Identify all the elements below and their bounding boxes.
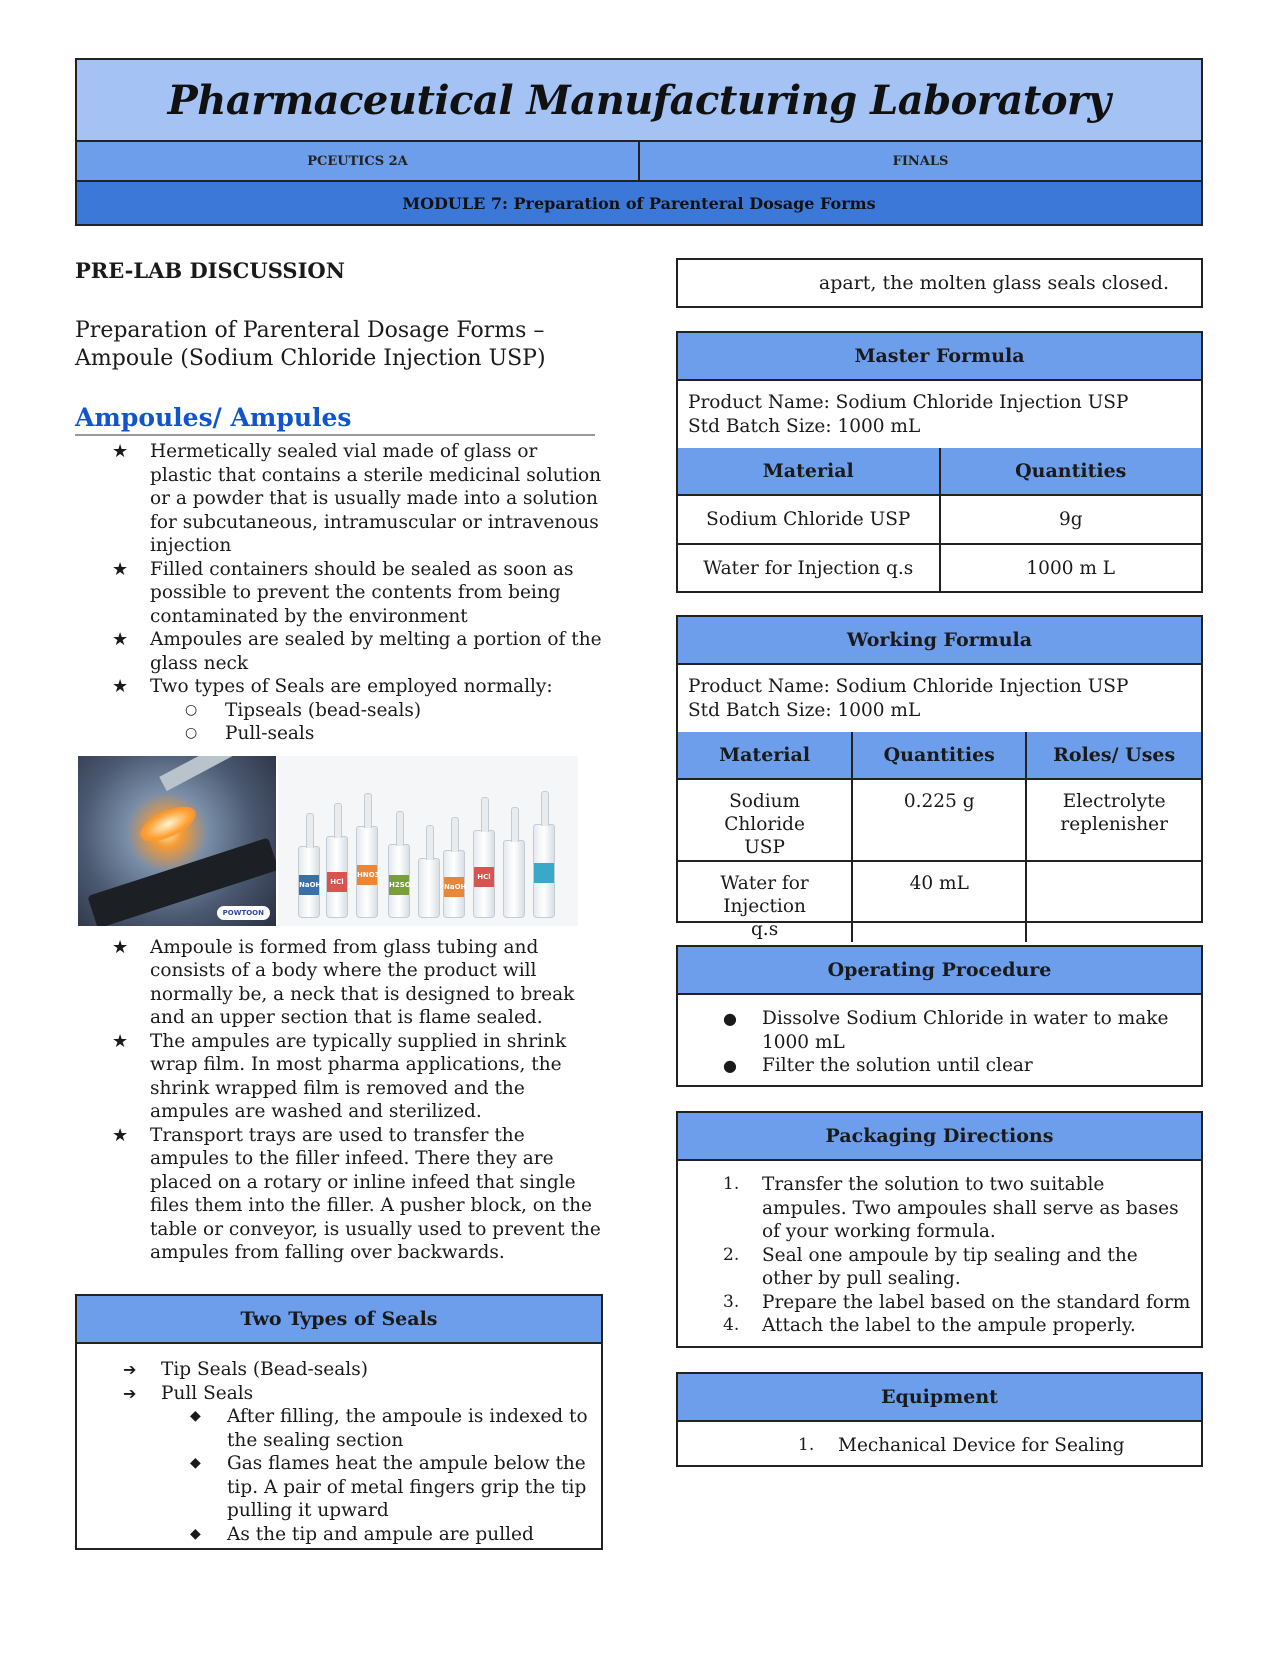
seals-box (75, 1294, 603, 1550)
ampule-label: HCl (327, 872, 347, 892)
circle-bullet-icon: ○ (185, 725, 198, 741)
list-item: ○ Pull-seals (185, 723, 315, 744)
ampule-label: NaOH (444, 877, 464, 897)
diamond-bullet-icon: ◆ (190, 1408, 201, 1424)
list-item: ★ Filled containers should be sealed as soon as possible to prevent the contents from being contaminated by the environment (112, 558, 574, 627)
ampules-photo (278, 756, 578, 926)
arrow-bullet-icon: ➔ (123, 1383, 137, 1403)
course-row (77, 142, 1201, 182)
flame-sealing-photo (78, 756, 276, 926)
ampoule-facts-list (75, 440, 605, 746)
list-item: 3. Prepare the label based on the standard form (723, 1291, 1191, 1313)
seal-types-sublist (75, 699, 605, 746)
list-item: ★ The ampules are typically supplied in shrink wrap film. In most pharma applications, the shrink wrapped film is removed and the ampules are washed and sterilized. (112, 1030, 567, 1122)
module-title: MODULE 7: Preparation of Parenteral Dosage Forms (77, 182, 1201, 224)
column-header: Material (678, 732, 852, 779)
list-item: ➔ Tip Seals (Bead-seals) (123, 1359, 368, 1380)
product-name: Product Name: Sodium Chloride Injection USP (688, 676, 1129, 697)
operating-steps (678, 1007, 1201, 1078)
equipment-list (678, 1434, 1201, 1458)
list-item: ★ Ampoules are sealed by melting a portion of the glass neck (112, 629, 602, 674)
diamond-bullet-icon: ◆ (190, 1455, 201, 1471)
list-item: ★ Transport trays are used to transfer the ampules to the filler infeed. There they are placed on a rotary or inline infeed that single files them into the filler. A pusher block, on the table or conveyor, is usually used to prevent the ampules from falling over backwards. (112, 1124, 601, 1263)
packaging-directions-title: Packaging Directions (678, 1113, 1201, 1161)
prelab-heading: PRE-LAB DISCUSSION (75, 258, 345, 283)
batch-size: Std Batch Size: 1000 mL (688, 699, 921, 721)
list-item: ◆ Gas flames heat the ampule below the tip. A pair of metal fingers grip the tip pulling it upward (190, 1453, 587, 1521)
working-formula-title: Working Formula (678, 617, 1201, 665)
title-row (77, 60, 1201, 142)
document-title: Pharmaceutical Manufacturing Laboratory (167, 76, 1111, 124)
column-header: Material (678, 448, 940, 495)
continuation-text: apart, the molten glass seals closed. (818, 272, 1169, 294)
circle-bullet-icon: ○ (185, 701, 198, 718)
packaging-steps (678, 1173, 1201, 1338)
continuation-box (676, 258, 1203, 308)
list-item: ★ Two types of Seals are employed normally: ○ Tipseals (bead-seals) ○ Pull-seals (75, 675, 605, 746)
list-item: ★ Ampoule is formed from glass tubing and consists of a body where the product will normally be, a neck that is designed to break and an upper section that is flame sealed. (112, 936, 575, 1028)
list-item: ● Filter the solution until clear (723, 1055, 1033, 1076)
star-bullet-icon: ★ (112, 1030, 129, 1052)
column-header: Roles/ Uses (1026, 732, 1201, 779)
pull-seal-steps (153, 1405, 601, 1546)
column-header: Quantities (940, 448, 1202, 495)
star-bullet-icon: ★ (112, 629, 129, 650)
list-item: 2. Seal one ampoule by tip sealing and the other by pull sealing. (723, 1244, 1138, 1289)
list-item: 4. Attach the label to the ampule properly. (723, 1315, 1136, 1336)
working-formula-table (678, 732, 1201, 942)
master-product-info (678, 381, 1201, 450)
list-item: ◆ After filling, the ampoule is indexed to the sealing section (190, 1406, 588, 1451)
batch-size: Std Batch Size: 1000 mL (688, 415, 921, 437)
seals-box-title: Two Types of Seals (77, 1296, 601, 1344)
working-formula-box (676, 615, 1203, 940)
star-bullet-icon: ★ (112, 936, 129, 958)
table-row: Sodium Chloride USP 0.225 g Electrolyte replenisher (678, 779, 1201, 861)
dot-bullet-icon: ● (723, 1009, 737, 1028)
table-row: Water for Injection q.s 40 mL (678, 861, 1201, 942)
list-item: ○ Tipseals (bead-seals) (185, 699, 422, 721)
equipment-title: Equipment (678, 1374, 1201, 1422)
master-formula-title: Master Formula (678, 333, 1201, 381)
star-bullet-icon: ★ (112, 441, 129, 462)
left-column (75, 258, 605, 1265)
star-bullet-icon: ★ (112, 676, 129, 697)
ampoule-process-list (75, 936, 605, 1265)
working-product-info (678, 665, 1201, 734)
packaging-directions-box (676, 1111, 1203, 1348)
seals-list (77, 1358, 601, 1546)
arrow-bullet-icon: ➔ (123, 1360, 137, 1379)
ampule-label: NaOH (299, 875, 319, 895)
term-label: FINALS (892, 153, 949, 169)
operating-procedure-title: Operating Procedure (678, 947, 1201, 995)
table-row: Water for Injection q.s 1000 m L (678, 544, 1201, 592)
star-bullet-icon: ★ (112, 1124, 129, 1146)
ampule-label: H2SO4 (389, 875, 409, 895)
list-item: 1. Mechanical Device for Sealing (798, 1435, 1125, 1456)
document-header (75, 58, 1203, 226)
operating-procedure-box (676, 945, 1203, 1087)
dot-bullet-icon: ● (723, 1056, 737, 1075)
equipment-box (676, 1372, 1203, 1467)
table-row: Sodium Chloride USP 9g (678, 495, 1201, 544)
master-formula-table (678, 448, 1201, 592)
list-item: ➔ Pull Seals ◆ After filling, the ampoule is indexed to the sealing section ◆ Gas flames heat the ampule below the tip. A pair of metal fingers grip the tip pulling it upward ◆ As the tip and ampule are pulled (77, 1382, 601, 1547)
ampule-label: HCl (474, 867, 494, 887)
watermark-logo: POWTOON (217, 906, 270, 920)
topic-subheading: Preparation of Parenteral Dosage Forms – Ampoule (Sodium Chloride Injection USP) (75, 318, 546, 371)
list-item: ◆ As the tip and ampule are pulled (190, 1523, 534, 1545)
list-item: ★ Hermetically sealed vial made of glass or plastic that contains a sterile medicinal solution or a powder that is usually made into a solution for subcutaneous, intramuscular or intravenous injection (112, 441, 602, 556)
diamond-bullet-icon: ◆ (190, 1525, 201, 1542)
column-header: Quantities (852, 732, 1026, 779)
course-code: PCEUTICS 2A (77, 142, 640, 180)
ampule-label: HNO3 (357, 865, 377, 885)
list-item: 1. Transfer the solution to two suitable ampules. Two ampoules shall serve as bases of your working formula. (723, 1174, 1179, 1242)
section-title: Ampoules/ Ampules (75, 403, 595, 436)
master-formula-box (676, 331, 1203, 593)
illustration-row (78, 756, 605, 926)
star-bullet-icon: ★ (112, 558, 129, 580)
list-item: ● Dissolve Sodium Chloride in water to make 1000 mL (723, 1008, 1169, 1053)
product-name: Product Name: Sodium Chloride Injection USP (688, 392, 1129, 413)
